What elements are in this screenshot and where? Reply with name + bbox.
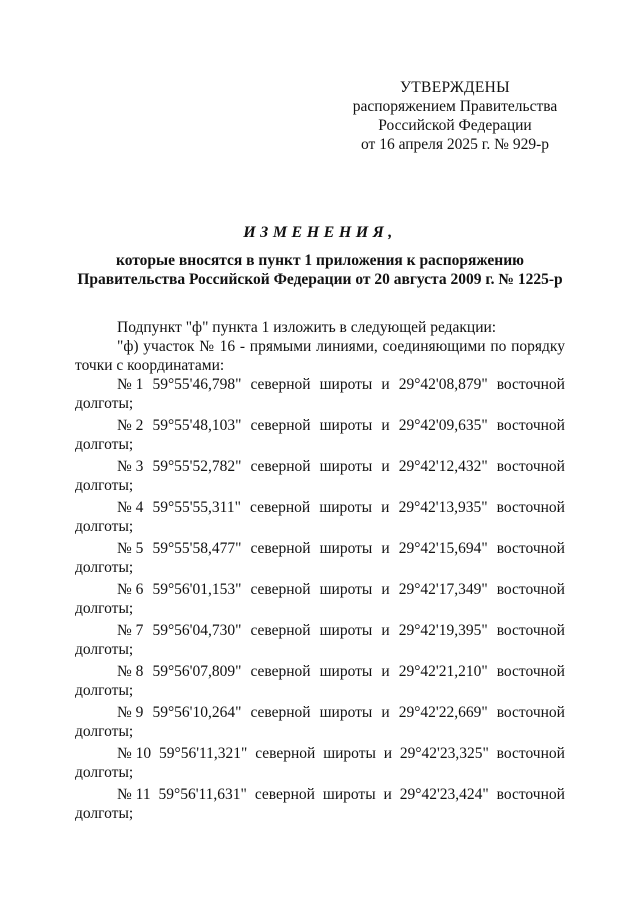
longitude-value: 29°42'09,635" [398,417,488,434]
longitude-word: восточной [496,663,565,680]
point-number: № 1 [117,376,144,393]
approval-line-1: распоряжением Правительства [352,98,558,115]
point-number: № 2 [117,417,144,434]
coordinate-point-line [75,457,565,476]
longitude-word: восточной [496,622,565,639]
point-number: № 11 [117,786,151,803]
longitude-value: 29°42'22,669" [398,704,488,721]
latitude-value: 59°56'07,809" [152,663,242,680]
coordinate-point-list [75,375,565,823]
document-subtitle-line-2: Правительства Российской Федерации от 20 августа 2009 г. № 1225-р [77,271,563,288]
document-body [75,318,565,826]
latitude-value: 59°56'01,153" [152,581,242,598]
latitude-word: широты [319,458,373,475]
latitude-word: широты [319,376,373,393]
latitude-word: широты [319,417,373,434]
latitude-word: широты [319,622,373,639]
latitude-value: 59°55'58,477" [152,540,242,557]
latitude-value: 59°55'55,311" [152,499,241,516]
latitude-word: северной [250,663,311,680]
conjunction: и [381,458,390,475]
approval-line-3: от 16 апреля 2025 г. № 929-р [361,136,549,153]
conjunction: и [381,499,390,516]
latitude-word: северной [250,458,311,475]
point-number: № 5 [117,540,144,557]
longitude-continuation: долготы; [75,518,134,535]
coordinate-point-line [75,703,565,722]
longitude-value: 29°42'12,432" [398,458,488,475]
conjunction: и [381,704,390,721]
coordinate-point [75,785,565,823]
coordinate-point [75,498,565,536]
longitude-word: восточной [496,458,565,475]
latitude-value: 59°55'52,782" [152,458,242,475]
longitude-word: восточной [496,581,565,598]
document-subtitle [60,251,580,289]
latitude-word: широты [319,704,373,721]
latitude-word: северной [250,376,311,393]
longitude-word: восточной [496,499,565,516]
conjunction: и [381,581,390,598]
coordinate-point [75,375,565,413]
latitude-word: широты [319,581,373,598]
coordinate-point [75,621,565,659]
coordinate-point [75,416,565,454]
longitude-value: 29°42'15,694" [398,540,488,557]
coordinate-point-line [75,498,565,517]
document-title: ИЗМЕНЕНИЯ, [243,224,397,241]
longitude-continuation: долготы; [75,805,134,822]
latitude-word: северной [250,417,311,434]
intro-paragraph: Подпункт "ф" пункта 1 изложить в следующей редакции: [117,319,497,336]
latitude-word: широты [319,499,373,516]
latitude-word: северной [254,786,315,803]
longitude-word: восточной [496,786,565,803]
coordinate-point [75,580,565,618]
latitude-word: северной [250,499,311,516]
latitude-value: 59°56'11,321" [159,745,248,762]
coordinate-point [75,703,565,741]
point-number: № 3 [117,458,144,475]
latitude-word: широты [323,745,376,762]
longitude-word: восточной [496,376,565,393]
coordinate-point-line [75,744,565,763]
longitude-continuation: долготы; [75,641,134,658]
longitude-value: 29°42'23,325" [399,745,489,762]
document-heading [60,224,580,289]
coordinate-point [75,457,565,495]
latitude-value: 59°56'10,264" [152,704,242,721]
conjunction: и [383,786,392,803]
section-paragraph: "ф) участок № 16 - прямыми линиями, соединяющими по порядку точки с координатами: [75,338,565,374]
longitude-continuation: долготы; [75,436,134,453]
approval-title: УТВЕРЖДЕНЫ [400,79,510,96]
document-subtitle-line-1: которые вносятся в пункт 1 приложения к распоряжению [115,252,524,269]
longitude-value: 29°42'19,395" [398,622,488,639]
point-number: № 4 [117,499,144,516]
coordinate-point [75,744,565,782]
coordinate-point [75,539,565,577]
longitude-continuation: долготы; [75,559,134,576]
coordinate-point-line [75,662,565,681]
point-number: № 8 [117,663,144,680]
latitude-word: северной [250,581,311,598]
approval-block [300,78,610,154]
latitude-word: широты [319,540,373,557]
conjunction: и [381,540,390,557]
conjunction: и [381,376,390,393]
latitude-word: широты [322,786,376,803]
longitude-value: 29°42'08,879" [398,376,488,393]
longitude-word: восточной [496,540,565,557]
longitude-continuation: долготы; [75,682,134,699]
latitude-word: северной [250,622,311,639]
point-number: № 7 [117,622,144,639]
latitude-word: северной [255,745,316,762]
approval-line-2: Российской Федерации [378,117,532,134]
point-number: № 6 [117,581,144,598]
longitude-continuation: долготы; [75,600,134,617]
longitude-value: 29°42'21,210" [398,663,488,680]
coordinate-point-line [75,785,565,804]
latitude-word: северной [250,540,311,557]
longitude-word: восточной [496,704,565,721]
longitude-value: 29°42'23,424" [399,786,489,803]
latitude-word: северной [250,704,311,721]
coordinate-point-line [75,539,565,558]
longitude-word: восточной [496,417,565,434]
longitude-word: восточной [496,745,565,762]
latitude-value: 59°55'46,798" [152,376,242,393]
conjunction: и [381,663,390,680]
conjunction: и [381,417,390,434]
latitude-value: 59°55'48,103" [152,417,242,434]
longitude-value: 29°42'17,349" [398,581,488,598]
latitude-word: широты [319,663,373,680]
coordinate-point-line [75,416,565,435]
latitude-value: 59°56'04,730" [152,622,242,639]
coordinate-point-line [75,375,565,394]
longitude-continuation: долготы; [75,723,134,740]
latitude-value: 59°56'11,631" [158,786,247,803]
conjunction: и [381,622,390,639]
conjunction: и [383,745,393,762]
coordinate-point-line [75,580,565,599]
coordinate-point [75,662,565,700]
point-number: № 10 [117,745,152,762]
longitude-continuation: долготы; [75,477,134,494]
point-number: № 9 [117,704,144,721]
longitude-continuation: долготы; [75,764,134,781]
longitude-continuation: долготы; [75,395,134,412]
longitude-value: 29°42'13,935" [398,499,488,516]
coordinate-point-line [75,621,565,640]
